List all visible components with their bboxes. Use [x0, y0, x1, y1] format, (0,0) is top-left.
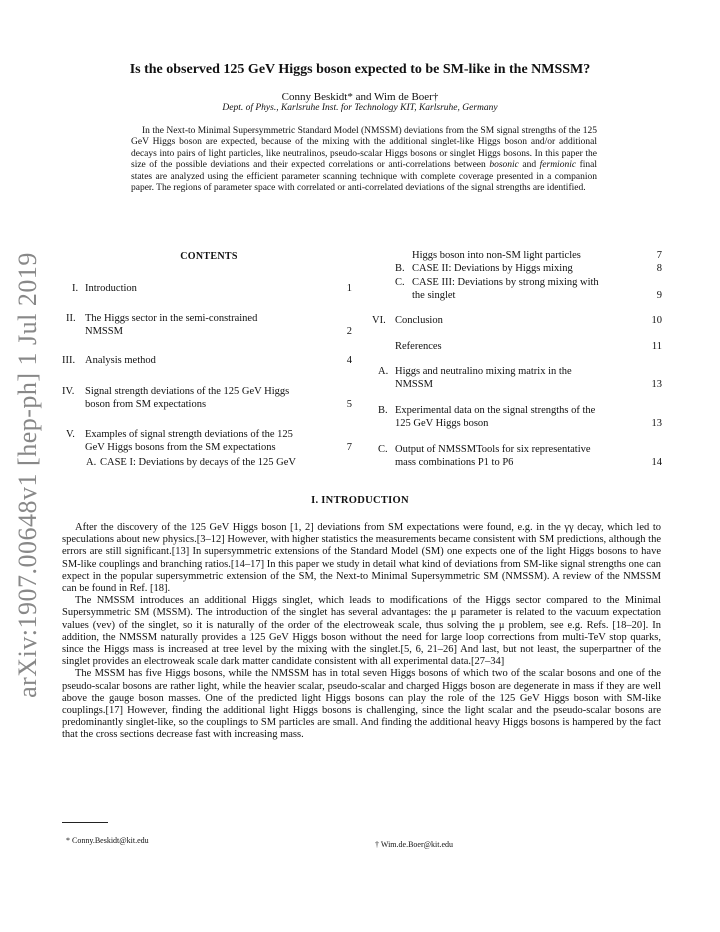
toc-number: C.	[395, 277, 405, 288]
toc-entry-introduction[interactable]	[72, 283, 352, 296]
toc-entry-appendix-b[interactable]	[378, 405, 662, 430]
toc-entry-appendix-a[interactable]	[378, 366, 662, 391]
toc-entry-case-1-continued[interactable]	[412, 250, 662, 263]
toc-page: 13	[651, 378, 662, 390]
toc-entry-case-2[interactable]	[395, 263, 662, 276]
toc-label-continued: 125 GeV Higgs boson	[395, 417, 489, 429]
toc-entry-references[interactable]	[395, 341, 662, 354]
toc-label-continued: NMSSM	[85, 325, 123, 337]
paper-authors: Conny Beskidt* and Wim de Boer†	[281, 91, 439, 103]
abstract-text: In the Next-to Minimal Supersymmetric Standard Model (NMSSM) deviations from the SM signal strengths of the 125 GeV Higgs boson are expected, because of the mixing with the additional singlet-like Higgs boson and/or additional decays into pairs of light particles, like neutralinos, pseudo-scalar Higgs bosons or singlet Higgs bosons. In this paper the size of the possible deviations and their expected correlations or anti-correlations between	[131, 126, 597, 171]
toc-number: III.	[62, 355, 76, 366]
toc-page: 1	[346, 283, 352, 294]
toc-number: A.	[86, 457, 97, 468]
toc-number: A.	[378, 366, 389, 377]
paragraph: The MSSM has five Higgs bosons, while the NMSSM has in total seven Higgs bosons of which two of the scalar bosons and one of the pseudo-scalar bosons are rather light, while the heavier scalar, pseudo-scalar and charged Higgs boson are degenerate in mass if they are well above the gauge boson masses. One of the predicted light Higgs bosons can play the role of the 125 GeV Higgs boson with SM-like couplings.[17] However, finding the additional light Higgs bosons is challenging, since the light scalar and the pseudo-scalar bosons are predominantly singlet-like, so the couplings to SM particles are small. And finding the additional heavy Higgs bosons is hampered by the fact that the cross sections decrease fast with increasing mass.	[62, 668, 661, 741]
toc-number: I.	[72, 283, 79, 294]
toc-number: C.	[378, 444, 388, 455]
toc-label-continued: boson from SM expectations	[85, 398, 207, 410]
toc-page: 11	[651, 341, 662, 352]
paper-affiliation: Dept. of Phys., Karlsruhe Inst. for Technology KIT, Karlsruhe, Germany	[222, 103, 498, 113]
toc-label: Signal strength deviations of the 125 GeV Higgs	[85, 386, 290, 397]
toc-page: 14	[651, 456, 662, 468]
toc-page: 7	[346, 441, 352, 453]
toc-entry-signal-strength[interactable]	[62, 386, 352, 411]
footnote-email-beskidt[interactable]: * Conny.Beskidt@kit.edu	[66, 836, 149, 845]
toc-entry-higgs-sector[interactable]	[66, 313, 352, 338]
toc-label: Higgs boson into non-SM light particles	[412, 250, 581, 261]
toc-label: CASE II: Deviations by Higgs mixing	[412, 263, 573, 274]
abstract	[131, 126, 597, 194]
toc-label-continued: NMSSM	[395, 378, 433, 390]
toc-label: Examples of signal strength deviations of the 125	[85, 429, 293, 440]
toc-entry-case-3[interactable]	[395, 277, 662, 302]
toc-label: The Higgs sector in the semi-constrained	[85, 313, 258, 324]
footnote-divider	[62, 822, 108, 823]
abstract-italic-bosonic: bosonic	[489, 160, 519, 171]
toc-label: References	[395, 341, 442, 352]
introduction-body	[62, 522, 661, 742]
toc-entry-case-1[interactable]	[86, 457, 352, 470]
toc-entry-analysis-method[interactable]	[62, 355, 352, 368]
toc-label: Output of NMSSMTools for six representative	[395, 444, 591, 455]
toc-page: 4	[346, 355, 352, 366]
section-heading-introduction: I. INTRODUCTION	[311, 495, 409, 506]
abstract-text-mid: and	[518, 160, 540, 171]
footnote-email-deboer[interactable]: † Wim.de.Boer@kit.edu	[375, 840, 453, 849]
paragraph: The NMSSM introduces an additional Higgs singlet, which leads to modifications of the Higgs sector compared to the Minimal Supersymmetric SM (MSSM). The introduction of the singlet has several advantages: the μ parameter is related to the vacuum expectation values (vev) of the singlet, so it is naturally of the order of the electroweak scale, thus solving the μ problem, see e.g. Refs. [18–20]. In addition, the NMSSM naturally provides a 125 GeV Higgs boson without the need for large loop corrections from multi-TeV stop quarks, since the Higgs mass is increased at tree level by the mixing with the singlet.[5, 6, 21–26] And last, but not least, the superpartner of the singlet provides an electroweak scale dark matter candidate consistent with all experimental data.[27–34]	[62, 595, 661, 668]
arxiv-identifier-watermark: arXiv:1907.00648v1 [hep-ph] 1 Jul 2019	[13, 252, 42, 698]
toc-number: B.	[378, 405, 388, 416]
toc-label: CASE I: Deviations by decays of the 125 GeV	[100, 457, 296, 468]
toc-label-continued: GeV Higgs bosons from the SM expectations	[85, 441, 276, 453]
toc-entry-appendix-c[interactable]	[378, 444, 662, 469]
toc-number: V.	[66, 429, 75, 440]
abstract-italic-fermionic: fermionic	[539, 160, 577, 171]
toc-page: 8	[656, 263, 662, 274]
paper-title: Is the observed 125 GeV Higgs boson expected to be SM-like in the NMSSM?	[129, 62, 591, 77]
toc-label-continued: the singlet	[412, 289, 456, 301]
toc-label: Conclusion	[395, 315, 443, 326]
toc-page: 9	[656, 289, 662, 301]
toc-page: 5	[346, 398, 352, 410]
toc-label-continued: mass combinations P1 to P6	[395, 456, 514, 468]
toc-label: Higgs and neutralino mixing matrix in the	[395, 366, 572, 377]
toc-page: 13	[651, 417, 662, 429]
toc-page: 7	[656, 250, 662, 261]
paragraph: After the discovery of the 125 GeV Higgs boson [1, 2] deviations from SM expectations were found, e.g. in the γγ decay, which led to speculations about new physics.[3–12] However, with higher statistics the measurements became consistent with SM predictions, although the errors are still significant.[13] In supersymmetric extensions of the Standard Model (SM) one expects one of the light Higgs bosons to have SM-like couplings and branching ratios.[14–17] In this paper we study in detail what kind of deviations from SM-like signal strengths one can expect in the popular supersymmetric extension of the SM, the Next-to Minimal Supersymmetric SM (NMSSM). A review of the NMSSM can be found in Ref. [18].	[62, 522, 661, 595]
toc-page: 10	[651, 315, 662, 326]
toc-label: Experimental data on the signal strengths of the	[395, 405, 596, 416]
toc-entry-conclusion[interactable]	[372, 315, 662, 328]
contents-heading: CONTENTS	[180, 251, 238, 262]
toc-label: CASE III: Deviations by strong mixing with	[412, 277, 599, 288]
toc-label: Analysis method	[85, 355, 156, 366]
abstract-text-end: final states are analyzed using the efficient parameter scanning technique with complete coverage presented in a companion paper. The regions of parameter space with correlated or anti-correlated deviations of the signal strengths are identified.	[131, 160, 597, 194]
toc-page: 2	[346, 325, 352, 337]
toc-number: VI.	[372, 315, 386, 326]
toc-label: Introduction	[85, 283, 137, 294]
toc-number: B.	[395, 263, 405, 274]
toc-number: IV.	[62, 386, 75, 397]
toc-number: II.	[66, 313, 76, 324]
toc-entry-examples[interactable]	[66, 429, 352, 454]
